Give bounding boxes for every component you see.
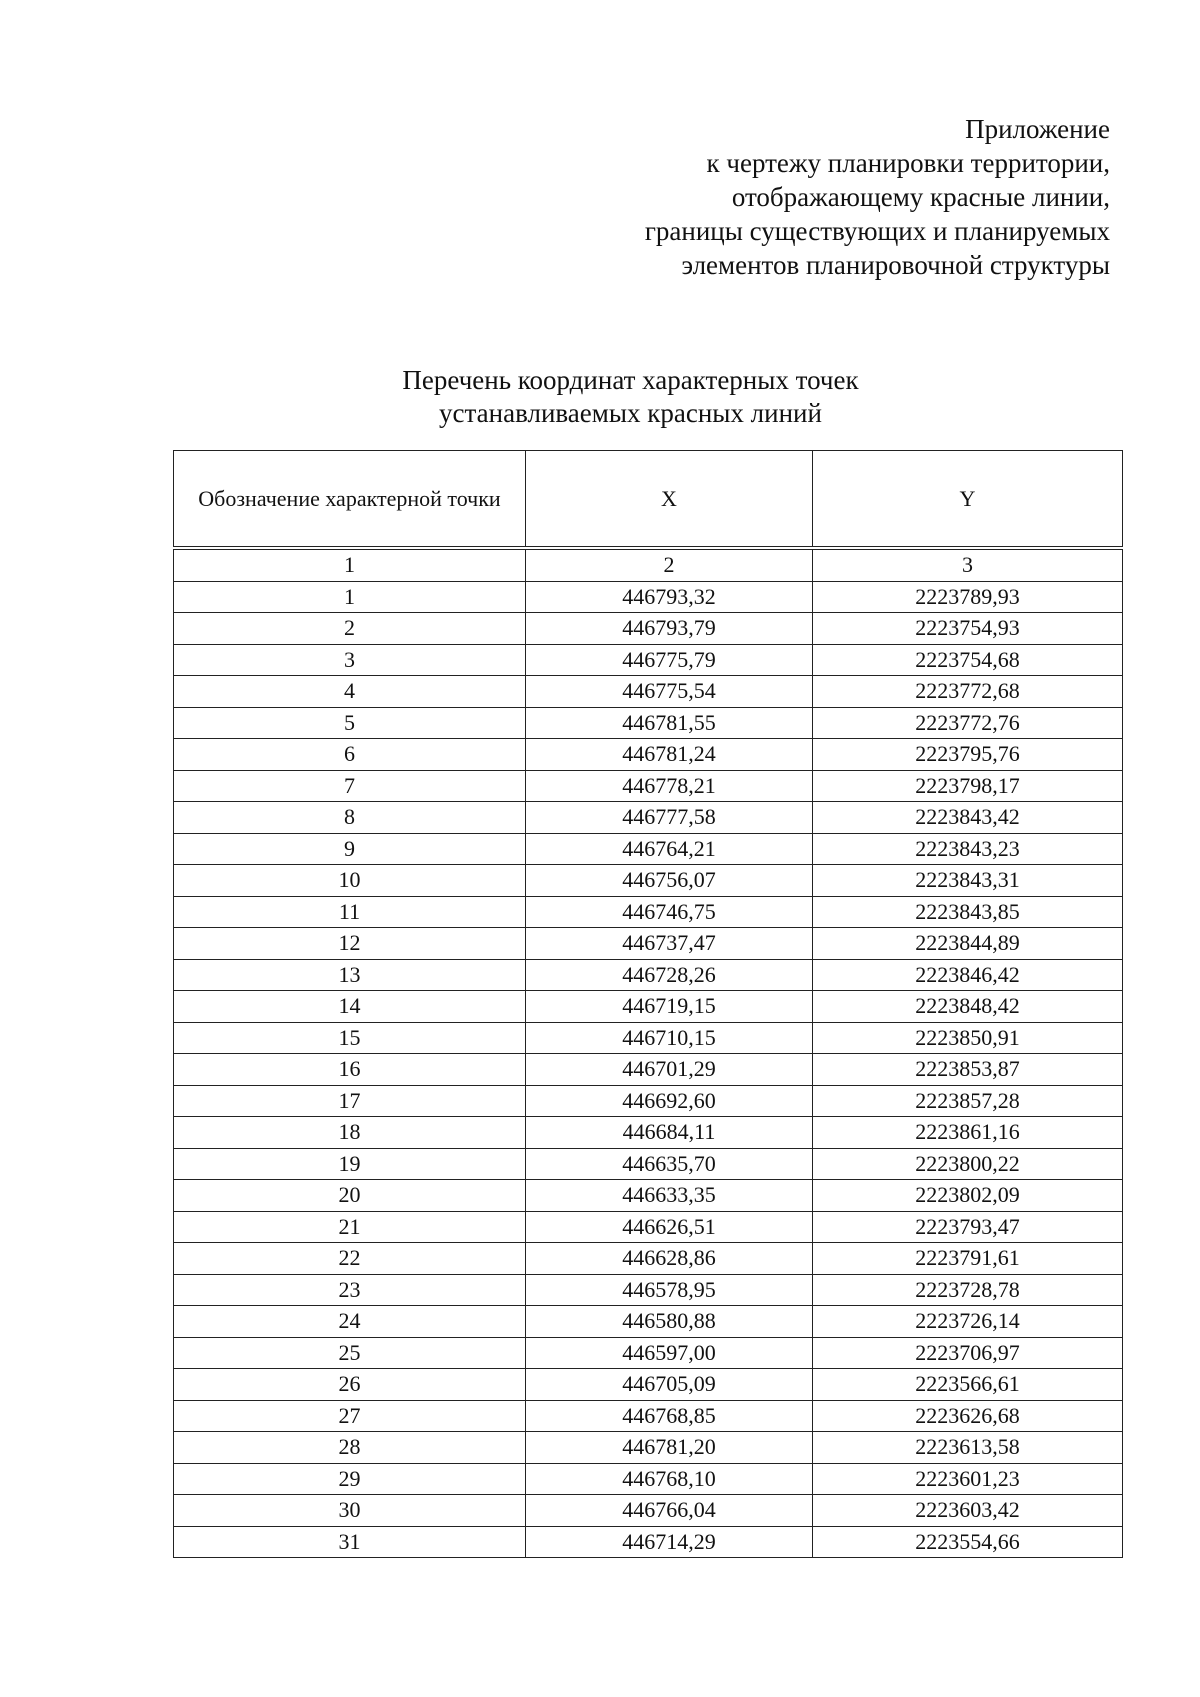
y-value-cell: 2223857,28: [813, 1085, 1123, 1117]
table-row: [174, 991, 1123, 1023]
y-value-cell: 2223844,89: [813, 928, 1123, 960]
x-value-cell: 446775,79: [526, 644, 813, 676]
appendix-line-5: элементов планировочной структуры: [681, 250, 1110, 280]
point-number-cell: 21: [174, 1211, 526, 1243]
y-value-cell: 2223853,87: [813, 1054, 1123, 1086]
x-value-cell: 446701,29: [526, 1054, 813, 1086]
y-value-cell: 2223802,09: [813, 1180, 1123, 1212]
x-value-cell: 446768,10: [526, 1463, 813, 1495]
point-number-cell: 1: [174, 581, 526, 613]
point-number-cell: 23: [174, 1274, 526, 1306]
y-value-cell: 2223789,93: [813, 581, 1123, 613]
point-number-cell: 16: [174, 1054, 526, 1086]
point-number-cell: 14: [174, 991, 526, 1023]
point-number-cell: 26: [174, 1369, 526, 1401]
table-row: [174, 928, 1123, 960]
table-row: [174, 802, 1123, 834]
point-number-cell: 9: [174, 833, 526, 865]
document-title: [0, 364, 1200, 430]
header-point-designation: Обозначение характерной точки: [174, 451, 526, 547]
document-title-line-1: Перечень координат характерных точек: [402, 365, 859, 395]
y-value-cell: 2223613,58: [813, 1432, 1123, 1464]
point-number-cell: 29: [174, 1463, 526, 1495]
point-number-cell: 13: [174, 959, 526, 991]
table-row: [174, 833, 1123, 865]
y-value-cell: 2223626,68: [813, 1400, 1123, 1432]
table-row: [174, 1306, 1123, 1338]
y-value-cell: 2223728,78: [813, 1274, 1123, 1306]
table-row: [174, 676, 1123, 708]
point-number-cell: 25: [174, 1337, 526, 1369]
x-value-cell: 446737,47: [526, 928, 813, 960]
point-number-cell: 11: [174, 896, 526, 928]
point-number-cell: 6: [174, 739, 526, 771]
table-row: [174, 1148, 1123, 1180]
point-number-cell: 20: [174, 1180, 526, 1212]
y-value-cell: 2223772,76: [813, 707, 1123, 739]
point-number-cell: 12: [174, 928, 526, 960]
x-value-cell: 446764,21: [526, 833, 813, 865]
table-row: [174, 1085, 1123, 1117]
document-title-line-2: устанавливаемых красных линий: [439, 398, 822, 428]
table-row: [174, 1495, 1123, 1527]
point-number-cell: 17: [174, 1085, 526, 1117]
y-value-cell: 2223843,31: [813, 865, 1123, 897]
y-value-cell: 2223843,42: [813, 802, 1123, 834]
table-row: [174, 1180, 1123, 1212]
x-value-cell: 446705,09: [526, 1369, 813, 1401]
y-value-cell: 2223861,16: [813, 1117, 1123, 1149]
table-row: [174, 1337, 1123, 1369]
y-value-cell: 2223795,76: [813, 739, 1123, 771]
table-row: [174, 1117, 1123, 1149]
y-value-cell: 2223726,14: [813, 1306, 1123, 1338]
x-value-cell: 446728,26: [526, 959, 813, 991]
table-row: [174, 707, 1123, 739]
y-value-cell: 2223793,47: [813, 1211, 1123, 1243]
x-value-cell: 446781,20: [526, 1432, 813, 1464]
y-value-cell: 2223772,68: [813, 676, 1123, 708]
appendix-line-2: к чертежу планировки территории,: [706, 148, 1110, 178]
point-number-cell: 31: [174, 1526, 526, 1558]
table-body: [174, 550, 1123, 1558]
x-value-cell: 446778,21: [526, 770, 813, 802]
table-row: [174, 1369, 1123, 1401]
x-value-cell: 446714,29: [526, 1526, 813, 1558]
table-row: [174, 581, 1123, 613]
x-value-cell: 446626,51: [526, 1211, 813, 1243]
table-row: [174, 644, 1123, 676]
table-row: [174, 1022, 1123, 1054]
x-value-cell: 446597,00: [526, 1337, 813, 1369]
x-value-cell: 446578,95: [526, 1274, 813, 1306]
point-number-cell: 30: [174, 1495, 526, 1527]
appendix-line-4: границы существующих и планируемых: [644, 216, 1110, 246]
x-value-cell: 446777,58: [526, 802, 813, 834]
y-value-cell: 2223798,17: [813, 770, 1123, 802]
x-value-cell: 446628,86: [526, 1243, 813, 1275]
y-value-cell: 2223843,23: [813, 833, 1123, 865]
header-x: X: [526, 451, 813, 547]
point-number-cell: 24: [174, 1306, 526, 1338]
x-value-cell: 446781,55: [526, 707, 813, 739]
y-value-cell: 2223791,61: [813, 1243, 1123, 1275]
y-value-cell: 2223800,22: [813, 1148, 1123, 1180]
point-number-cell: 2: [174, 613, 526, 645]
table-row: [174, 770, 1123, 802]
x-value-cell: 446635,70: [526, 1148, 813, 1180]
x-value-cell: 446692,60: [526, 1085, 813, 1117]
table-row: [174, 613, 1123, 645]
appendix-note: [645, 112, 1110, 282]
x-value-cell: 446719,15: [526, 991, 813, 1023]
y-value-cell: 2223754,93: [813, 613, 1123, 645]
column-number-cell: 3: [813, 550, 1123, 582]
y-value-cell: 2223843,85: [813, 896, 1123, 928]
table-row: [174, 865, 1123, 897]
header-y: Y: [813, 451, 1123, 547]
x-value-cell: 446580,88: [526, 1306, 813, 1338]
x-value-cell: 446766,04: [526, 1495, 813, 1527]
point-number-cell: 7: [174, 770, 526, 802]
column-number-cell: 1: [174, 550, 526, 582]
x-value-cell: 446684,11: [526, 1117, 813, 1149]
table-row: [174, 1432, 1123, 1464]
column-number-cell: 2: [526, 550, 813, 582]
point-number-cell: 8: [174, 802, 526, 834]
x-value-cell: 446746,75: [526, 896, 813, 928]
x-value-cell: 446633,35: [526, 1180, 813, 1212]
point-number-cell: 19: [174, 1148, 526, 1180]
x-value-cell: 446793,79: [526, 613, 813, 645]
x-value-cell: 446756,07: [526, 865, 813, 897]
table-header-row: [174, 451, 1123, 547]
y-value-cell: 2223754,68: [813, 644, 1123, 676]
y-value-cell: 2223846,42: [813, 959, 1123, 991]
column-number-row: [174, 550, 1123, 582]
table-row: [174, 1463, 1123, 1495]
y-value-cell: 2223603,42: [813, 1495, 1123, 1527]
y-value-cell: 2223850,91: [813, 1022, 1123, 1054]
point-number-cell: 10: [174, 865, 526, 897]
table-row: [174, 1400, 1123, 1432]
table-row: [174, 1274, 1123, 1306]
table-row: [174, 896, 1123, 928]
y-value-cell: 2223554,66: [813, 1526, 1123, 1558]
table-row: [174, 1211, 1123, 1243]
table-row: [174, 1243, 1123, 1275]
point-number-cell: 27: [174, 1400, 526, 1432]
point-number-cell: 4: [174, 676, 526, 708]
y-value-cell: 2223706,97: [813, 1337, 1123, 1369]
x-value-cell: 446775,54: [526, 676, 813, 708]
point-number-cell: 28: [174, 1432, 526, 1464]
point-number-cell: 22: [174, 1243, 526, 1275]
coordinates-table: [173, 450, 1123, 1558]
y-value-cell: 2223601,23: [813, 1463, 1123, 1495]
table-row: [174, 959, 1123, 991]
appendix-line-3: отображающему красные линии,: [731, 182, 1110, 212]
x-value-cell: 446768,85: [526, 1400, 813, 1432]
appendix-line-1: Приложение: [965, 114, 1110, 144]
y-value-cell: 2223848,42: [813, 991, 1123, 1023]
x-value-cell: 446793,32: [526, 581, 813, 613]
table-row: [174, 1054, 1123, 1086]
x-value-cell: 446710,15: [526, 1022, 813, 1054]
point-number-cell: 15: [174, 1022, 526, 1054]
table-row: [174, 739, 1123, 771]
y-value-cell: 2223566,61: [813, 1369, 1123, 1401]
point-number-cell: 3: [174, 644, 526, 676]
table-row: [174, 1526, 1123, 1558]
x-value-cell: 446781,24: [526, 739, 813, 771]
point-number-cell: 5: [174, 707, 526, 739]
point-number-cell: 18: [174, 1117, 526, 1149]
